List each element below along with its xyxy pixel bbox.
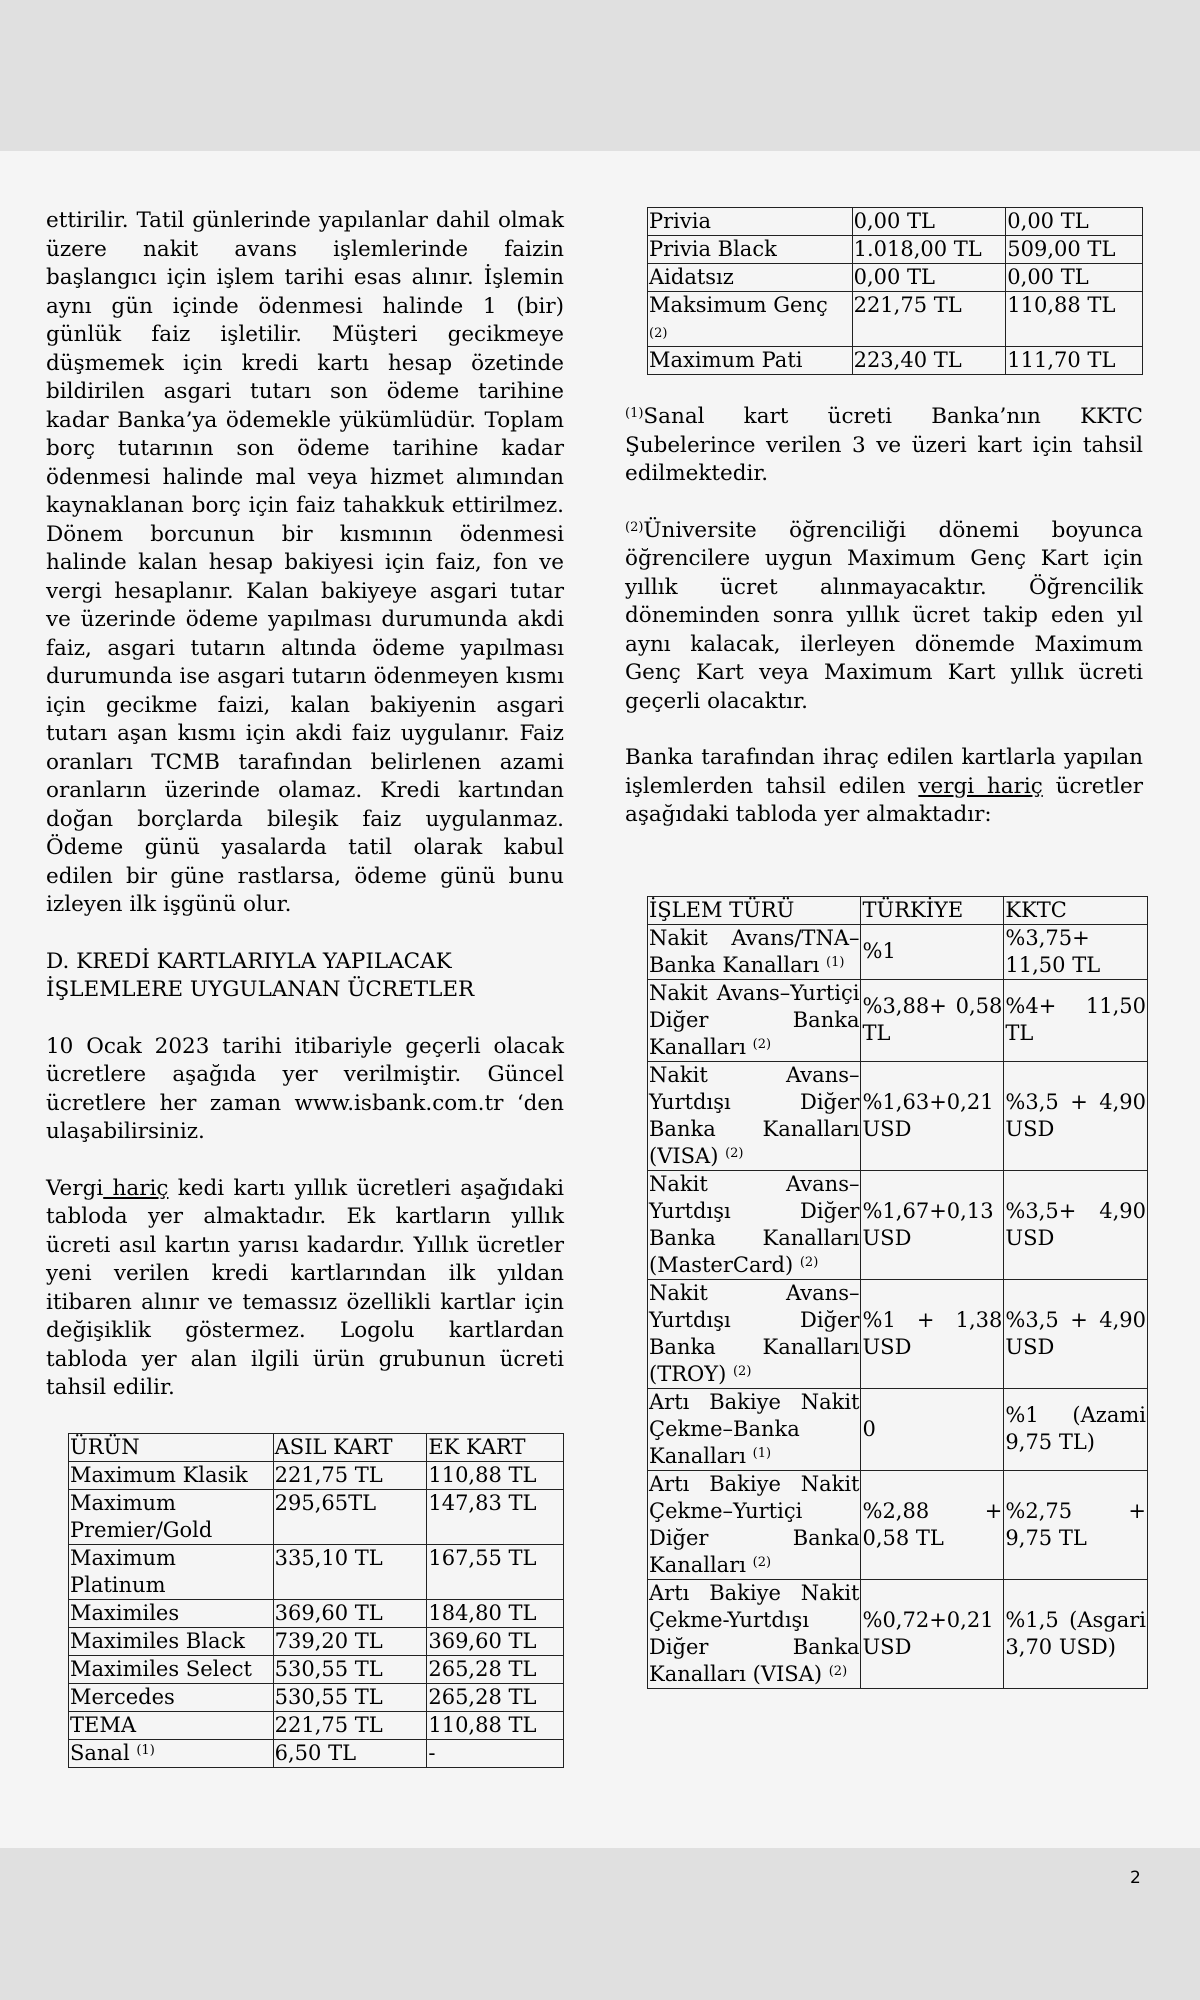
- right-column: [625, 207, 1146, 1689]
- table-cell: Maximiles Select: [69, 1655, 274, 1683]
- table-cell: 265,28 TL: [427, 1683, 564, 1711]
- table-cell: [648, 1279, 861, 1388]
- table-cell: [648, 1579, 861, 1688]
- table-cell: Maximum Pati: [648, 347, 853, 375]
- table-row: [69, 1627, 564, 1655]
- cell-text: Artı Bakiye Nakit Çekme–Banka Kanalları: [649, 1389, 860, 1468]
- table-cell: 0,00 TL: [852, 264, 1006, 292]
- paragraph-fees-date: 10 Ocak 2023 tarihi itibariyle geçerli olacak ücretlere aşağıda yer verilmiştir. Güncel ücretlere her zaman www.isbank.com.tr ‘den ulaşabilirsiniz.: [46, 1033, 564, 1144]
- table-cell: 530,55 TL: [273, 1683, 427, 1711]
- table-row: [648, 1388, 1148, 1470]
- footnote-marker: (1): [752, 1445, 772, 1461]
- footnote-marker: (2): [732, 1363, 752, 1379]
- table-row: [648, 1470, 1148, 1579]
- table-row: [648, 1579, 1148, 1688]
- table-cell: 0,00 TL: [1006, 264, 1143, 292]
- column-header: EK KART: [427, 1433, 564, 1461]
- section-heading: D. KREDİ KARTLARIYLA YAPILACAK İŞLEMLERE UYGULANAN ÜCRETLER: [46, 948, 475, 1002]
- table-cell: %1 (Azami 9,75 TL): [1004, 1388, 1148, 1470]
- table-cell: %2,75 + 9,75 TL: [1004, 1470, 1148, 1579]
- table-cell: 111,70 TL: [1006, 347, 1143, 375]
- table-cell: [648, 1170, 861, 1279]
- table-cell: Privia Black: [648, 236, 853, 264]
- cell-text: Sanal: [70, 1740, 130, 1765]
- table-cell: [648, 292, 853, 347]
- cell-text: Nakit Avans–Yurtiçi Diğer Banka Kanalları: [649, 980, 860, 1059]
- table-cell: -: [427, 1739, 564, 1767]
- table-row: [69, 1683, 564, 1711]
- paragraph-interest: ettirilir. Tatil günlerinde yapılanlar dahil olmak üzere nakit avans işlemlerinde faizin başlangıcı için işlem tarihi esas alınır. İşlemin aynı gün içinde ödenmesi halinde 1 (bir) günlük faiz işletilir. Müşteri gecikmeye düşmemek için kredi kartı hesap özetinde bildirilen asgari tutarı son ödeme tarihine kadar Banka’ya ödemekle yükümlüdür. Toplam borç tutarının son ödeme tarihine kadar ödenmesi halinde mal veya hizmet alımından kaynaklanan borç için faiz tahakkuk ettirilmez. Dönem borcunun bir kısmının ödenmesi halinde kalan hesap bakiyesi için faiz, fon ve vergi hesaplanır. Kalan bakiyeye asgari tutar ve üzerinde ödeme yapılması durumunda akdi faiz, asgari tutarın altında ödeme yapılması durumunda ise asgari tutarın ödenmeyen kısmı için gecikme faizi, kalan bakiyenin asgari tutarı aşan kısmı için akdi faiz uygulanır. Faiz oranları TCMB tarafından belirlenen azami oranların üzerinde olamaz. Kredi kartından doğan borçlarda bileşik faiz uygulanmaz. Ödeme günü yasalarda tatil olarak kabul edilen bir güne rastlarsa, ödeme günü bunu izleyen ilk işgünü olur.: [46, 208, 564, 917]
- table-row: [648, 1061, 1148, 1170]
- table-cell: Maximum Platinum: [69, 1544, 274, 1599]
- table-cell: [648, 979, 861, 1061]
- table-header-row: [69, 1433, 564, 1461]
- table-row: [69, 1489, 564, 1544]
- column-header: KKTC: [1004, 896, 1148, 924]
- table-row: [648, 1170, 1148, 1279]
- table-cell: 295,65TL: [273, 1489, 427, 1544]
- footnote-1: [625, 403, 1143, 489]
- footnote-text: Üniversite öğrenciliği dönemi boyunca öğrencilere uygun Maximum Genç Kart için yıllık ücret alınmayacaktır. Öğrencilik döneminden sonra yıllık ücret takip eden yıl aynı kalacak, ilerleyen dönemde Maximum Genç Kart veya Maximum Kart yıllık ücreti geçerli olacaktır.: [625, 517, 1143, 714]
- table-cell: 110,88 TL: [427, 1711, 564, 1739]
- footnote-2: [625, 517, 1143, 717]
- table-cell: 0,00 TL: [852, 208, 1006, 236]
- text-span: Banka tarafından ihraç edilen kartlarla yapılan işlemlerden tahsil edilen: [625, 745, 1143, 799]
- table-row: [648, 1279, 1148, 1388]
- table-cell: 265,28 TL: [427, 1655, 564, 1683]
- footnote-marker: (1): [625, 406, 644, 421]
- table-cell: 6,50 TL: [273, 1739, 427, 1767]
- footnote-marker: (2): [799, 1254, 819, 1270]
- footnote-text: Sanal kart ücreti Banka’nın KKTC Şubelerince verilen 3 ve üzeri kart için tahsil edilmektedir.: [625, 404, 1143, 486]
- table-cell: %4+ 11,50 TL: [1004, 979, 1148, 1061]
- table-cell: %3,5 + 4,90 USD: [1004, 1279, 1148, 1388]
- transaction-fee-table: [647, 896, 1148, 1689]
- table-cell: [69, 1739, 274, 1767]
- table-cell: 335,10 TL: [273, 1544, 427, 1599]
- table-row: [648, 264, 1143, 292]
- annual-fee-table-continued: [647, 207, 1143, 375]
- table-cell: %3,88+ 0,58 TL: [861, 979, 1004, 1061]
- table-cell: %1,67+0,13 USD: [861, 1170, 1004, 1279]
- table-cell: Aidatsız: [648, 264, 853, 292]
- page-number: 2: [1130, 1868, 1141, 1888]
- table-cell: 0: [861, 1388, 1004, 1470]
- cell-text: Nakit Avans–Yurtdışı Diğer Banka Kanalları (TROY): [649, 1280, 860, 1386]
- table-header-row: [648, 896, 1148, 924]
- table-row: [648, 292, 1143, 347]
- table-cell: %1,63+0,21 USD: [861, 1061, 1004, 1170]
- table-cell: 223,40 TL: [852, 347, 1006, 375]
- table-cell: 0,00 TL: [1006, 208, 1143, 236]
- underlined-text: vergi hariç: [918, 773, 1043, 799]
- cell-text: Nakit Avans/TNA–Banka Kanalları: [649, 925, 860, 977]
- column-header: ÜRÜN: [69, 1433, 274, 1461]
- text-span: Vergi: [46, 1175, 104, 1201]
- column-header: İŞLEM TÜRÜ: [648, 896, 861, 924]
- cell-text: Maksimum Genç: [649, 293, 828, 317]
- footnote-marker: (2): [725, 1145, 744, 1161]
- table-cell: %1 + 1,38 USD: [861, 1279, 1004, 1388]
- underlined-text: hariç: [103, 1175, 169, 1201]
- table-cell: [648, 1470, 861, 1579]
- table-cell: Mercedes: [69, 1683, 274, 1711]
- table-cell: 221,75 TL: [273, 1461, 427, 1489]
- text-span: kedi kartı yıllık ücretleri aşağıdaki tabloda yer almaktadır. Ek kartların yıllık ücreti asıl kartın yarısı kadardır. Yıllık ücretler yeni verilen kredi kartlarından ilk yıldan itibaren alınır ve temassız özellikli kartlar için değişiklik göstermez. Logolu kartlardan tabloda yer alan ilgili ürün grubunun ücreti tahsil edilir.: [46, 1175, 564, 1400]
- table-cell: 167,55 TL: [427, 1544, 564, 1599]
- cell-text: Artı Bakiye Nakit Çekme-Yurtdışı Diğer Banka Kanalları (VISA): [649, 1580, 860, 1686]
- table-cell: %2,88 + 0,58 TL: [861, 1470, 1004, 1579]
- table-cell: [648, 1388, 861, 1470]
- table-cell: 369,60 TL: [427, 1627, 564, 1655]
- table-cell: %0,72+0,21 USD: [861, 1579, 1004, 1688]
- table-cell: 530,55 TL: [273, 1655, 427, 1683]
- footnote-marker: (2): [752, 1036, 772, 1052]
- table-cell: %3,75+ 11,50 TL: [1004, 924, 1148, 979]
- footnote-marker: (2): [828, 1663, 848, 1679]
- paragraph-annual-fees: [46, 1175, 564, 1403]
- table-cell: %3,5 + 4,90 USD: [1004, 1061, 1148, 1170]
- table-cell: 147,83 TL: [427, 1489, 564, 1544]
- document-page: [0, 151, 1200, 1888]
- table-cell: TEMA: [69, 1711, 274, 1739]
- table-row: [69, 1655, 564, 1683]
- text-span: ücretler aşağıdaki tabloda yer almaktadır:: [625, 773, 1144, 827]
- table-row: [648, 979, 1148, 1061]
- table-cell: 110,88 TL: [427, 1461, 564, 1489]
- table-cell: 184,80 TL: [427, 1599, 564, 1627]
- table-cell: 110,88 TL: [1006, 292, 1143, 347]
- cell-text: Artı Bakiye Nakit Çekme–Yurtiçi Diğer Banka Kanalları: [649, 1471, 860, 1577]
- table-row: [69, 1711, 564, 1739]
- table-cell: Maximum Klasik: [69, 1461, 274, 1489]
- footnote-marker: (1): [826, 954, 845, 970]
- table-row: [69, 1599, 564, 1627]
- table-row: [69, 1461, 564, 1489]
- footnote-marker: (2): [625, 519, 644, 535]
- table-cell: 369,60 TL: [273, 1599, 427, 1627]
- column-header: TÜRKİYE: [861, 896, 1004, 924]
- table-row: [648, 347, 1143, 375]
- table-cell: 1.018,00 TL: [852, 236, 1006, 264]
- table-cell: Privia: [648, 208, 853, 236]
- table-cell: [648, 924, 861, 979]
- table-cell: Maximiles Black: [69, 1627, 274, 1655]
- annual-fee-table: [68, 1433, 564, 1768]
- table-cell: 509,00 TL: [1006, 236, 1143, 264]
- table-cell: Maximiles: [69, 1599, 274, 1627]
- table-cell: 221,75 TL: [852, 292, 1006, 347]
- table-cell: Maximum Premier/Gold: [69, 1489, 274, 1544]
- left-column: [46, 207, 564, 1768]
- table-cell: 221,75 TL: [273, 1711, 427, 1739]
- table-cell: [648, 1061, 861, 1170]
- table-row: [69, 1739, 564, 1767]
- footnote-marker: (2): [752, 1554, 772, 1570]
- footnote-marker: (1): [136, 1742, 155, 1758]
- column-header: ASIL KART: [273, 1433, 427, 1461]
- paragraph-transaction-fees: [625, 744, 1143, 830]
- cell-text: Nakit Avans–Yurtdışı Diğer Banka Kanalları (MasterCard): [649, 1171, 860, 1277]
- table-row: [648, 208, 1143, 236]
- footnote-marker: (2): [649, 326, 668, 341]
- cell-text: Nakit Avans–Yurtdışı Diğer Banka Kanalları (VISA): [649, 1062, 860, 1168]
- table-cell: %1,5 (Asgari 3,70 USD): [1004, 1579, 1148, 1688]
- table-cell: 739,20 TL: [273, 1627, 427, 1655]
- table-row: [648, 924, 1148, 979]
- table-row: [648, 236, 1143, 264]
- table-cell: %3,5+ 4,90 USD: [1004, 1170, 1148, 1279]
- table-cell: %1: [861, 924, 1004, 979]
- table-row: [69, 1544, 564, 1599]
